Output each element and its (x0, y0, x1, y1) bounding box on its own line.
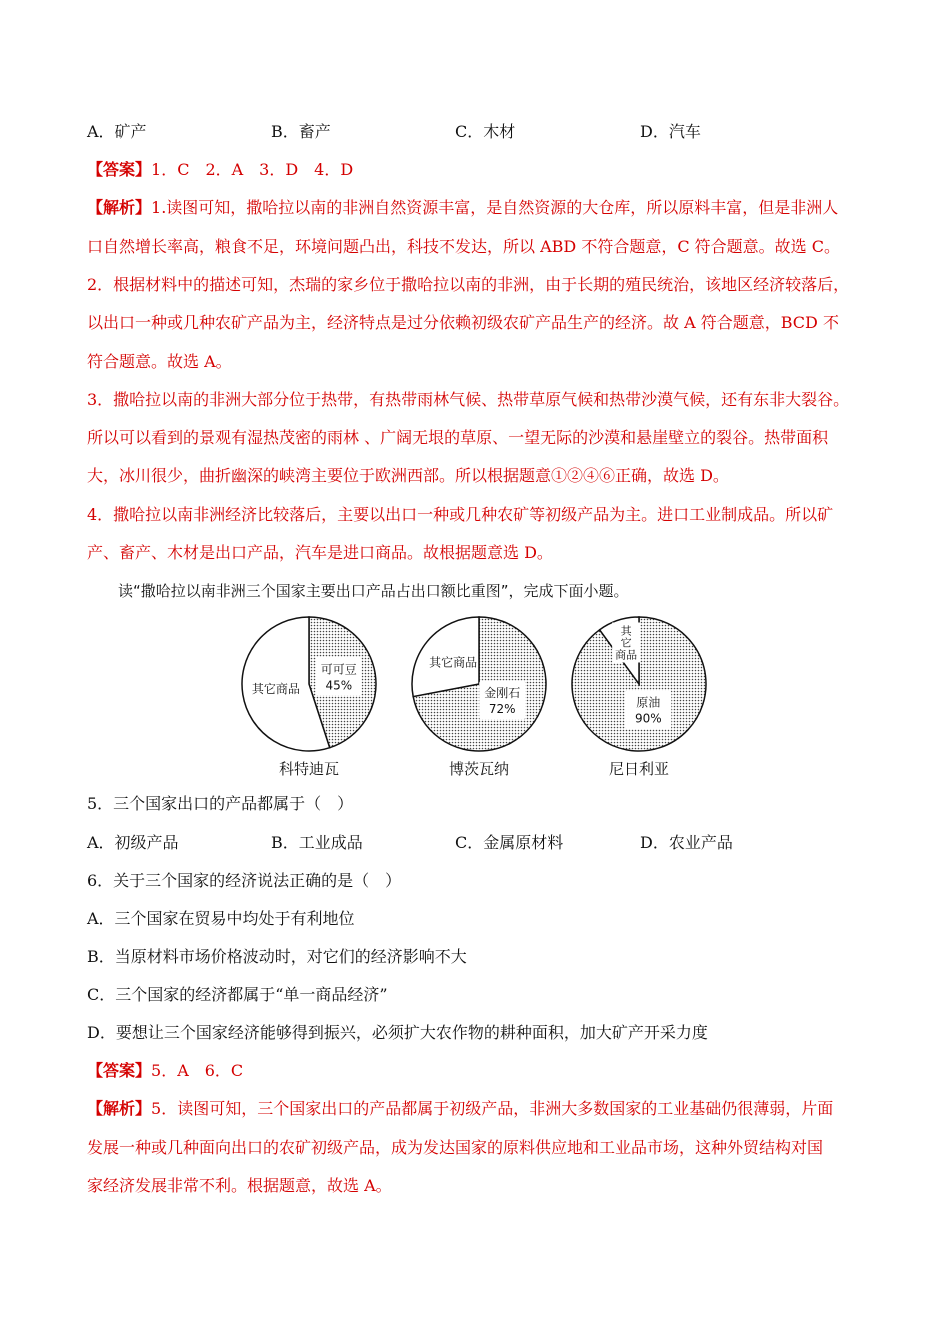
answer-block-2 (87, 1061, 243, 1081)
q5-option-d: D．农业产品 (640, 833, 733, 852)
pie-chart-1 (242, 617, 376, 778)
answer-tag: 【答案】 (87, 1061, 152, 1080)
answer-text: 5．A 6．C (151, 1061, 244, 1080)
q5-option-a: A．初级产品 (87, 833, 179, 852)
q4-option-b: B．畜产 (271, 122, 331, 141)
analysis-tag: 【解析】 (87, 198, 152, 217)
q4-option-a: A．矿产 (87, 122, 147, 141)
slice-label: 原油 (636, 695, 661, 710)
analysis-line: 以出口一种或几种农矿产品为主，经济特点是过分依赖初级农矿产品生产的经济。故 A 符合题意，BCD 不 (87, 313, 839, 332)
slice-value-label: 45% (325, 678, 353, 693)
analysis-text: 1.读图可知，撒哈拉以南的非洲自然资源丰富，是自然资源的大仓库，所以原料丰富，但是非洲人 (151, 198, 839, 217)
analysis-text: 5．读图可知，三个国家出口的产品都属于初级产品，非洲大多数国家的工业基础仍很薄弱，片面 (151, 1099, 834, 1118)
slice-label: 金刚石 (484, 686, 521, 701)
pie-layer (242, 617, 706, 778)
q6-stem: 6．关于三个国家的经济说法正确的是（ ） (87, 871, 402, 890)
figure-caption: 读“撒哈拉以南非洲三个国家主要出口产品占出口额比重图”，完成下面小题。 (118, 582, 629, 600)
analysis-line: 2．根据材料中的描述可知，杰瑞的家乡位于撒哈拉以南的非洲，由于长期的殖民统治，该地区经济较落后， (87, 275, 850, 294)
q6-option-a: A．三个国家在贸易中均处于有利地位 (87, 909, 355, 928)
answer-text: 1．C 2．A 3．D 4．D (151, 160, 354, 179)
q6-option-b: B．当原材料市场价格波动时，对它们的经济影响不大 (87, 947, 467, 966)
q4-option-d: D．汽车 (640, 122, 701, 141)
analysis-line: 口自然增长率高，粮食不足，环境问题凸出，科技不发达，所以 ABD 不符合题意，C 符合题意。故选 C。 (87, 237, 840, 256)
slice-value-label: 90% (634, 711, 662, 726)
q5-stem: 5．三个国家出口的产品都属于（ ） (87, 794, 354, 813)
slice-label: 其它商品 (251, 682, 300, 697)
pie-title: 尼日利亚 (608, 760, 670, 778)
pie-chart-3 (572, 617, 706, 778)
analysis-line: 3．撒哈拉以南的非洲大部分位于热带，有热带雨林气候、热带草原气候和热带沙漠气候，还有东非大裂谷。 (87, 390, 850, 409)
analysis-line: 4．撒哈拉以南非洲经济比较落后，主要以出口一种或几种农矿等初级产品为主。进口工业制成品。所以矿 (87, 505, 834, 524)
q5-option-c: C．金属原材料 (455, 833, 564, 852)
answer-tag: 【答案】 (87, 160, 152, 179)
slice-value-label: 72% (488, 702, 516, 717)
analysis-line: 所以可以看到的景观有湿热茂密的雨林 、广阔无垠的草原、一望无际的沙漠和悬崖壁立的裂谷。热带面积 (87, 428, 829, 447)
pie-title: 科特迪瓦 (278, 760, 340, 778)
analysis-line (87, 198, 838, 218)
analysis-line: 家经济发展非常不利。根据题意，故选 A。 (87, 1176, 392, 1195)
slice-label-line: 它 (620, 636, 632, 650)
pie-title: 博茨瓦纳 (448, 760, 510, 778)
analysis-line (87, 1099, 833, 1119)
analysis-line: 大，冰川很少，曲折幽深的峡湾主要位于欧洲西部。所以根据题意①②④⑥正确，故选 D。 (87, 466, 729, 485)
slice-label: 其它商品 (429, 655, 478, 670)
analysis-line: 发展一种或几种面向出口的农矿初级产品，成为发达国家的原料供应地和工业品市场，这种外贸结构对国 (87, 1138, 824, 1157)
pie-chart-2 (412, 617, 546, 778)
answer-block-1 (87, 160, 353, 180)
analysis-line: 产、畜产、木材是出口产品，汽车是进口商品。故根据题意选 D。 (87, 543, 553, 562)
q6-option-c: C．三个国家的经济都属于“单一商品经济” (87, 985, 388, 1004)
q5-option-b: B．工业成品 (271, 833, 363, 852)
q6-option-d: D．要想让三个国家经济能够得到振兴，必须扩大农作物的耕种面积，加大矿产开采力度 (87, 1023, 708, 1042)
slice-label-line: 商品 (615, 648, 638, 662)
analysis-line: 符合题意。故选 A。 (87, 352, 232, 371)
slice-label: 可可豆 (320, 662, 357, 677)
pie-charts-figure (235, 612, 715, 782)
analysis-tag: 【解析】 (87, 1099, 152, 1118)
q4-option-c: C．木材 (455, 122, 516, 141)
slice-label-line: 其 (620, 624, 632, 638)
